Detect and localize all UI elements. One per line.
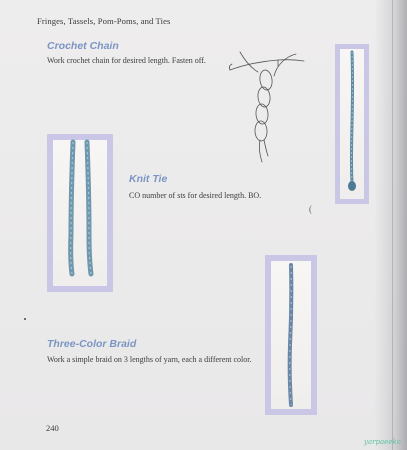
crochet-chain-photo (335, 44, 369, 204)
crochet-chain-yarn (335, 44, 369, 204)
page-number: 240 (46, 423, 59, 433)
knit-tie-yarn (47, 134, 113, 292)
running-head: Fringes, Tassels, Pom-Poms, and Ties (37, 16, 171, 26)
three-color-braid-photo (265, 255, 317, 415)
three-color-braid-title: Three-Color Braid (47, 338, 137, 350)
watermark-signature: yarpaeeko (364, 438, 401, 446)
page-gutter-shadow (392, 0, 393, 450)
knit-tie-photo (47, 134, 113, 292)
stray-mark: ( (309, 204, 312, 214)
crochet-chain-illustration (222, 44, 308, 164)
knit-tie-instructions: CO number of sts for desired length. BO. (129, 191, 262, 200)
knit-tie-title: Knit Tie (129, 173, 168, 185)
crochet-chain-instructions: Work crochet chain for desired length. Fasten off. (47, 56, 206, 65)
crochet-chain-title: Crochet Chain (47, 40, 119, 52)
three-color-braid-yarn (265, 255, 317, 415)
three-color-braid-instructions: Work a simple braid on 3 lengths of yarn, each a different color. (47, 355, 252, 364)
page-speck (24, 318, 26, 320)
